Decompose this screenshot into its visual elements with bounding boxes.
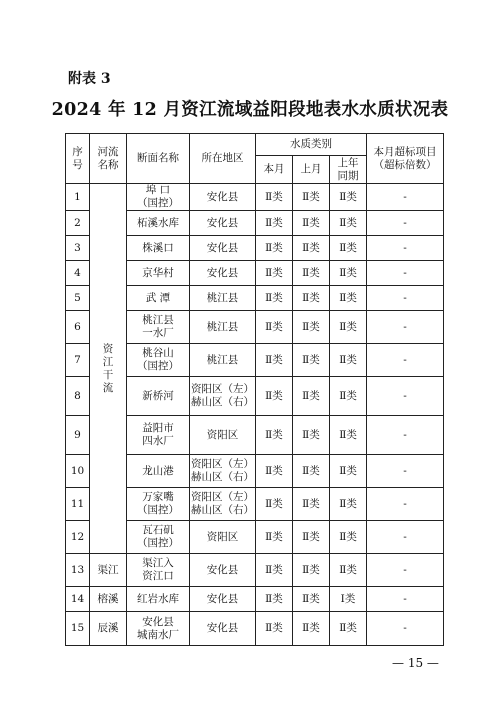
section-cell: 武 潭 [127,286,190,311]
region-cell: 安化县 [190,612,256,646]
header-last-month: 上月 [293,156,330,184]
last-year-cell: Ⅱ类 [330,455,367,488]
region-cell: 资阳区（左） 赫山区（右） [190,377,256,416]
last-month-cell: Ⅱ类 [293,377,330,416]
this-month-cell: Ⅱ类 [256,587,293,612]
last-year-cell: Ⅱ类 [330,488,367,521]
header-this-month: 本月 [256,156,293,184]
water-quality-table [65,133,444,646]
last-year-cell: Ⅱ类 [330,554,367,587]
region-cell: 安化县 [190,236,256,261]
region-cell: 桃江县 [190,286,256,311]
exceed-cell: - [367,612,444,646]
last-month-cell: Ⅱ类 [293,455,330,488]
last-year-cell: Ⅱ类 [330,612,367,646]
last-year-cell: Ⅱ类 [330,211,367,236]
header-exceed: 本月超标项目 （超标倍数） [367,134,444,184]
this-month-cell: Ⅱ类 [256,261,293,286]
last-month-cell: Ⅱ类 [293,612,330,646]
last-year-cell: Ⅱ类 [330,344,367,377]
section-cell: 柘溪水库 [127,211,190,236]
exceed-cell: - [367,184,444,211]
region-cell: 资阳区（左） 赫山区（右） [190,455,256,488]
last-year-cell: Ⅱ类 [330,236,367,261]
this-month-cell: Ⅱ类 [256,377,293,416]
last-month-cell: Ⅱ类 [293,211,330,236]
this-month-cell: Ⅱ类 [256,344,293,377]
section-cell: 瓦石矶 （国控） [127,521,190,554]
river-cell: 辰溪 [90,612,127,646]
exceed-cell: - [367,554,444,587]
this-month-cell: Ⅱ类 [256,184,293,211]
region-cell: 桃江县 [190,311,256,344]
seq-cell: 14 [66,587,90,612]
this-month-cell: Ⅱ类 [256,236,293,261]
region-cell: 桃江县 [190,344,256,377]
header-river: 河流 名称 [90,134,127,184]
section-cell: 安化县 城南水厂 [127,612,190,646]
section-cell: 桃江县 一水厂 [127,311,190,344]
region-cell: 安化县 [190,184,256,211]
seq-cell: 9 [66,416,90,455]
this-month-cell: Ⅱ类 [256,612,293,646]
exceed-cell: - [367,377,444,416]
exceed-cell: - [367,311,444,344]
last-year-cell: Ⅱ类 [330,184,367,211]
region-cell: 安化县 [190,261,256,286]
this-month-cell: Ⅱ类 [256,211,293,236]
last-year-cell: Ⅱ类 [330,416,367,455]
seq-cell: 7 [66,344,90,377]
section-cell: 万家嘴 （国控） [127,488,190,521]
last-year-cell: Ⅱ类 [330,286,367,311]
river-cell: 渠江 [90,554,127,587]
header-seq: 序 号 [66,134,90,184]
seq-cell: 11 [66,488,90,521]
section-cell: 益阳市 四水厂 [127,416,190,455]
seq-cell: 4 [66,261,90,286]
last-month-cell: Ⅱ类 [293,521,330,554]
section-cell: 新桥河 [127,377,190,416]
table-row [66,184,444,211]
last-month-cell: Ⅱ类 [293,416,330,455]
seq-cell: 12 [66,521,90,554]
header-section: 断面名称 [127,134,190,184]
exceed-cell: - [367,344,444,377]
region-cell: 安化县 [190,587,256,612]
last-year-cell: Ⅱ类 [330,261,367,286]
this-month-cell: Ⅱ类 [256,554,293,587]
river-cell: 资 江 干 流 [90,184,127,554]
attachment-label: 附表 3 [68,71,111,87]
table-row [66,612,444,646]
table-row [66,587,444,612]
exceed-cell: - [367,236,444,261]
seq-cell: 13 [66,554,90,587]
section-cell: 龙山港 [127,455,190,488]
this-month-cell: Ⅱ类 [256,416,293,455]
seq-cell: 10 [66,455,90,488]
region-cell: 资阳区（左） 赫山区（右） [190,488,256,521]
exceed-cell: - [367,488,444,521]
header-region: 所在地区 [190,134,256,184]
header-quality-group: 水质类别 [256,134,367,156]
last-year-cell: Ⅱ类 [330,377,367,416]
last-month-cell: Ⅱ类 [293,184,330,211]
exceed-cell: - [367,211,444,236]
this-month-cell: Ⅱ类 [256,521,293,554]
region-cell: 资阳区 [190,416,256,455]
last-year-cell: Ⅱ类 [330,521,367,554]
last-month-cell: Ⅱ类 [293,236,330,261]
this-month-cell: Ⅱ类 [256,286,293,311]
page-title: 2024 年 12 月资江流域益阳段地表水水质状况表 [51,100,449,120]
last-month-cell: Ⅱ类 [293,261,330,286]
exceed-cell: - [367,587,444,612]
last-month-cell: Ⅱ类 [293,286,330,311]
exceed-cell: - [367,261,444,286]
last-month-cell: Ⅱ类 [293,587,330,612]
region-cell: 安化县 [190,554,256,587]
this-month-cell: Ⅱ类 [256,311,293,344]
this-month-cell: Ⅱ类 [256,455,293,488]
section-cell: 渠江入 资江口 [127,554,190,587]
river-cell: 榕溪 [90,587,127,612]
section-cell: 桃谷山 （国控） [127,344,190,377]
header-last-year: 上年 同期 [330,156,367,184]
seq-cell: 3 [66,236,90,261]
header-row-1 [66,134,444,156]
seq-cell: 2 [66,211,90,236]
seq-cell: 15 [66,612,90,646]
section-cell: 埠 口 （国控） [127,184,190,211]
last-month-cell: Ⅱ类 [293,344,330,377]
seq-cell: 5 [66,286,90,311]
last-month-cell: Ⅱ类 [293,554,330,587]
section-cell: 京华村 [127,261,190,286]
exceed-cell: - [367,521,444,554]
this-month-cell: Ⅱ类 [256,488,293,521]
table-row [66,554,444,587]
exceed-cell: - [367,455,444,488]
seq-cell: 1 [66,184,90,211]
exceed-cell: - [367,286,444,311]
page-number: — 15 — [392,656,439,670]
region-cell: 安化县 [190,211,256,236]
section-cell: 株溪口 [127,236,190,261]
last-year-cell: Ⅰ类 [330,587,367,612]
seq-cell: 8 [66,377,90,416]
section-cell: 红岩水库 [127,587,190,612]
seq-cell: 6 [66,311,90,344]
region-cell: 资阳区 [190,521,256,554]
last-year-cell: Ⅱ类 [330,311,367,344]
last-month-cell: Ⅱ类 [293,488,330,521]
exceed-cell: - [367,416,444,455]
last-month-cell: Ⅱ类 [293,311,330,344]
